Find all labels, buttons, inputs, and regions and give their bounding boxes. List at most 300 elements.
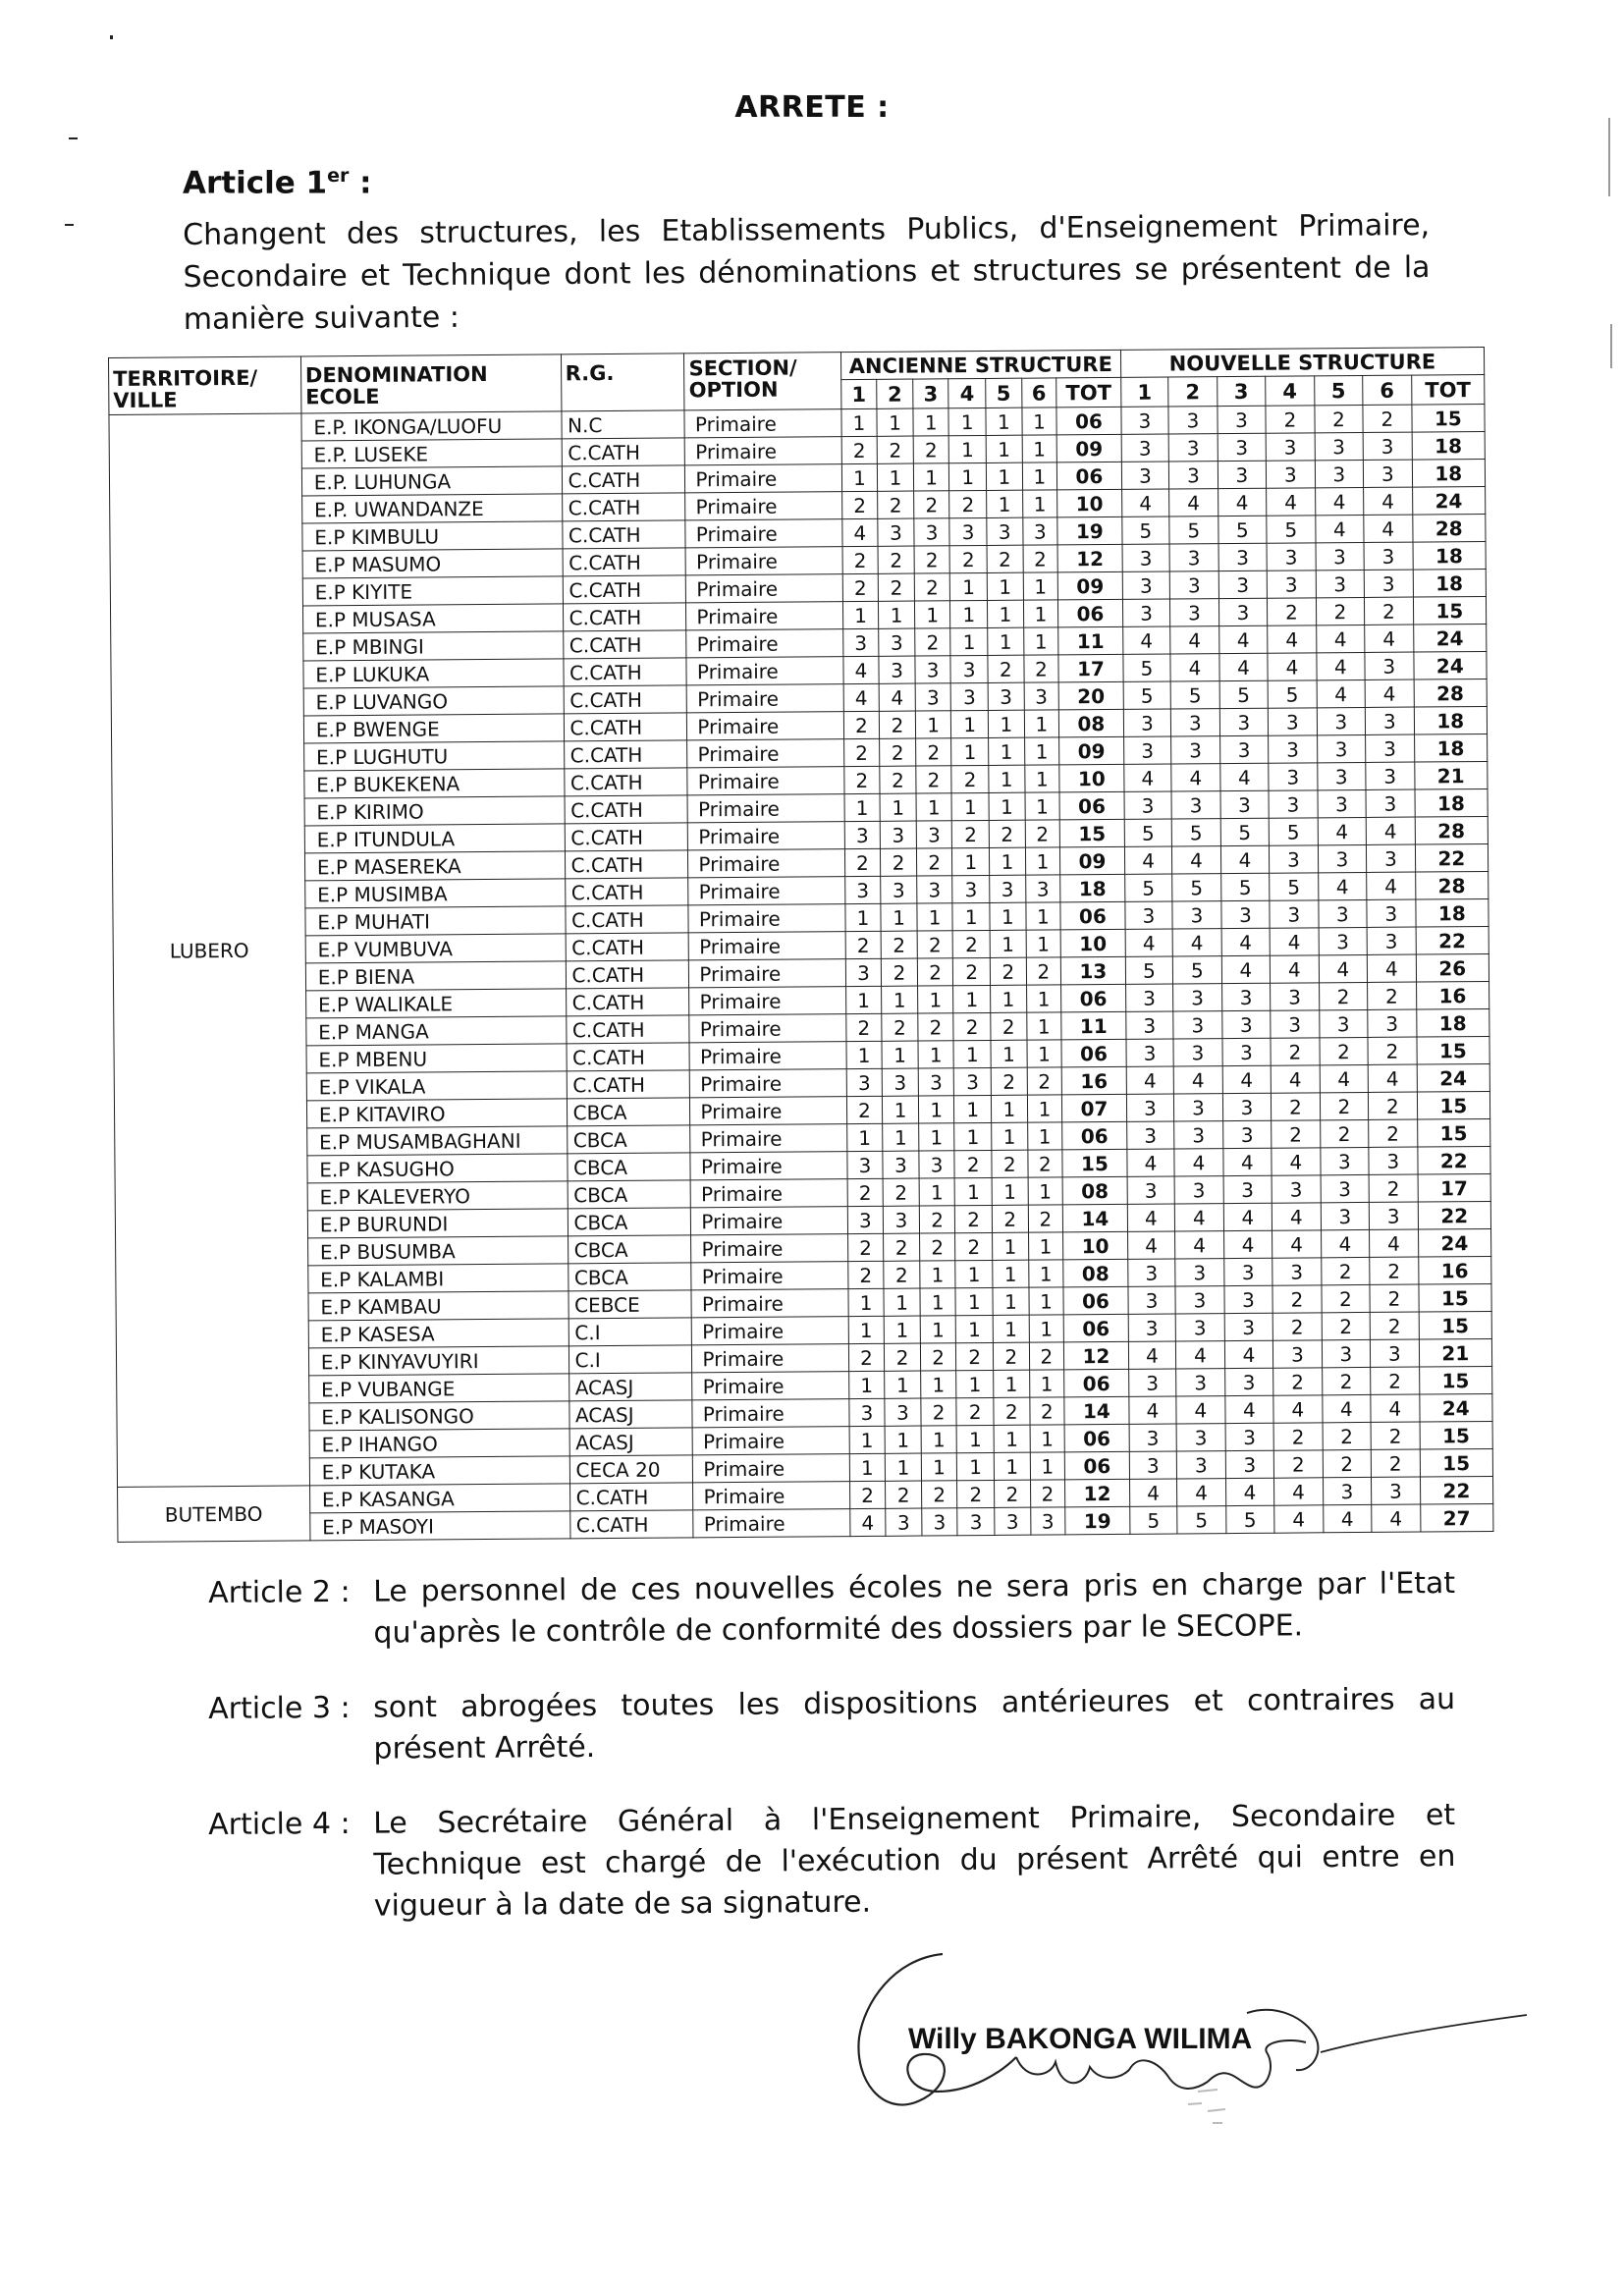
nouvelle-level-3-cell: 5 [1219,680,1269,708]
ancienne-level-2-cell: 3 [878,518,914,546]
ancienne-level-4-cell: 1 [953,985,991,1012]
ancienne-level-1-cell: 4 [841,518,878,546]
nouvelle-level-2-cell: 5 [1169,516,1218,544]
header-territoire: TERRITOIRE/ VILLE [109,356,301,415]
section-cell: Primaire [687,739,843,768]
nouvelle-level-5-cell: 4 [1323,1504,1372,1532]
ancienne-total-cell: 14 [1062,1204,1127,1232]
ancienne-level-5-cell: 1 [993,1315,1029,1342]
ancienne-level-2-cell: 2 [882,1013,918,1041]
ancienne-level-2-cell: 1 [885,1371,921,1398]
denomination-cell: E.P BURUNDI [307,1209,568,1238]
nouvelle-level-4-cell: 4 [1274,1505,1324,1533]
ancienne-level-2-cell: 2 [878,573,914,601]
denomination-cell: E.P BWENGE [303,714,564,743]
nouvelle-level-2-cell: 5 [1177,1506,1226,1534]
section-cell: Primaire [693,1482,849,1510]
nouvelle-level-3-cell: 3 [1224,1368,1273,1395]
nouvelle-level-1-cell: 3 [1128,1314,1176,1341]
ancienne-level-6-cell: 1 [1029,1287,1064,1315]
section-cell: Primaire [689,959,845,988]
ancienne-total-cell: 12 [1064,1341,1129,1370]
ancienne-level-6-cell: 1 [1029,1370,1064,1397]
denomination-cell: E.P KIYITE [302,576,563,606]
nouvelle-level-2-cell: 4 [1171,764,1220,791]
nouvelle-level-1-cell: 3 [1121,434,1169,462]
nouvelle-level-1-cell: 3 [1125,901,1173,929]
nouvelle-level-4-cell: 3 [1271,983,1320,1010]
rg-cell: CECA 20 [569,1455,693,1484]
ancienne-level-2-cell: 2 [882,958,918,986]
nouvelle-level-5-cell: 3 [1316,542,1365,570]
ancienne-level-1-cell: 1 [841,408,878,436]
nouvelle-level-4-cell: 2 [1271,1038,1320,1065]
nouvelle-level-5-cell: 3 [1316,570,1365,597]
nouvelle-level-1-cell: 3 [1129,1424,1177,1451]
nouvelle-level-1-cell: 4 [1126,1066,1174,1094]
rg-cell: C.CATH [563,658,686,686]
nouvelle-level-1-cell: 3 [1127,1176,1175,1204]
ancienne-level-4-cell: 3 [950,655,988,682]
denomination-cell: E.P VIKALA [306,1071,567,1101]
rg-cell: C.CATH [567,1043,690,1071]
nouvelle-level-6-cell: 3 [1368,1009,1417,1037]
ancienne-level-6-cell: 3 [1022,517,1057,545]
ancienne-level-6-cell: 1 [1022,490,1057,517]
ancienne-level-3-cell: 1 [921,1426,957,1453]
nouvelle-level-5-cell: 4 [1315,487,1364,515]
denomination-cell: E.P LUGHUTU [303,741,564,771]
ancienne-level-1-cell: 2 [847,1178,884,1206]
ancienne-level-3-cell: 2 [918,1013,954,1041]
ancienne-level-2-cell: 3 [883,1151,919,1178]
ancienne-level-1-cell: 2 [843,738,880,766]
ancienne-level-3-cell: 1 [918,1096,954,1123]
denomination-cell: E.P KALISONGO [309,1401,569,1431]
nouvelle-level-1-cell: 3 [1122,544,1170,571]
ancienne-level-1-cell: 3 [842,628,879,656]
ancienne-level-6-cell: 3 [1024,682,1059,710]
rg-cell: N.C [561,410,684,439]
ancienne-level-6-cell: 2 [1030,1480,1065,1507]
rg-cell: C.CATH [565,850,688,879]
ancienne-level-6-cell: 2 [1029,1397,1064,1425]
ancienne-level-6-cell: 1 [1023,627,1058,655]
ancienne-level-6-cell: 1 [1025,902,1060,930]
ancienne-total-cell: 06 [1064,1369,1129,1397]
ancienne-level-3-cell: 2 [915,738,951,766]
section-cell: Primaire [692,1399,848,1428]
nouvelle-level-5-cell: 3 [1315,460,1364,487]
section-cell: Primaire [687,712,843,740]
section-cell: Primaire [688,822,844,850]
rg-cell: C.CATH [569,1510,693,1539]
ancienne-level-1-cell: 1 [849,1453,886,1481]
ancienne-level-1-cell: 2 [848,1343,885,1371]
ancienne-level-2-cell: 2 [881,848,917,876]
denomination-cell: E.P MUSIMBA [305,879,566,908]
nouvelle-level-2-cell: 3 [1168,434,1218,462]
nouvelle-level-4-cell: 2 [1268,598,1317,625]
denomination-cell: E.P KASUGHO [307,1154,568,1183]
ancienne-level-6-cell: 1 [1030,1452,1065,1480]
section-cell: Primaire [687,684,843,713]
ancienne-level-3-cell: 1 [914,601,950,628]
structure-table [108,347,1493,1543]
nouvelle-level-1-cell: 4 [1127,1204,1175,1231]
nouvelle-level-3-cell: 4 [1219,763,1269,790]
nouvelle-level-2-cell: 3 [1175,1259,1224,1286]
ancienne-level-6-cell: 2 [1027,1150,1062,1177]
ancienne-level-5-cell: 3 [987,517,1023,545]
ancienne-level-5-cell: 2 [994,1397,1030,1425]
ancienne-total-cell: 07 [1062,1094,1127,1122]
nouvelle-level-2-cell: 5 [1170,681,1219,709]
rg-cell: C.CATH [569,1483,693,1511]
ancienne-level-6-cell: 2 [1025,820,1060,847]
ancienne-total-cell: 12 [1065,1479,1130,1507]
ancienne-total-cell: 06 [1056,407,1121,435]
section-cell: Primaire [684,409,840,438]
nouvelle-level-5-cell: 2 [1320,1037,1369,1064]
nouvelle-level-6-cell: 2 [1363,405,1412,432]
nouvelle-level-6-cell: 4 [1364,487,1413,515]
ancienne-level-3-cell: 3 [916,821,952,848]
nouvelle-total-cell: 16 [1418,1256,1491,1284]
nouvelle-level-6-cell: 4 [1367,872,1416,899]
nouvelle-level-6-cell: 4 [1364,515,1413,542]
ancienne-level-3-cell: 2 [919,1206,955,1233]
ancienne-total-cell: 12 [1057,544,1122,572]
ancienne-level-3-cell: 3 [915,656,951,683]
ancienne-level-4-cell: 2 [957,1480,995,1507]
nouvelle-level-4-cell: 4 [1273,1395,1323,1423]
ancienne-level-2-cell: 1 [880,793,916,821]
nouvelle-total-cell: 22 [1417,1146,1490,1174]
rg-cell: C.CATH [566,988,689,1016]
nouvelle-level-2-cell: 4 [1172,929,1221,956]
ancienne-level-4-cell: 1 [948,408,986,435]
nouvelle-total-cell: 22 [1415,843,1489,872]
ancienne-level-4-cell: 1 [955,1260,993,1287]
nouvelle-total-cell: 15 [1417,1118,1490,1147]
header-rg: R.G. [561,353,684,411]
ancienne-level-5-cell: 3 [988,682,1024,710]
nouvelle-level-2-cell: 4 [1173,1066,1222,1094]
ancienne-level-4-cell: 1 [951,737,989,765]
nouvelle-level-2-cell: 3 [1174,1121,1223,1149]
nouvelle-level-5-cell: 4 [1315,515,1364,542]
denomination-cell: E.P IHANGO [309,1429,569,1458]
ancienne-total-cell: 16 [1061,1066,1126,1095]
ancienne-level-6-cell: 1 [1028,1177,1063,1205]
scan-speck [69,137,78,139]
ancienne-level-5-cell: 1 [988,600,1024,627]
nouvelle-level-5-cell: 2 [1322,1367,1371,1394]
denomination-cell: E.P KIMBULU [302,521,563,551]
nouvelle-level-5-cell: 3 [1317,762,1366,789]
rg-cell: CBCA [567,1098,690,1126]
ancienne-level-5-cell: 1 [986,435,1022,462]
nouvelle-level-1-cell: 3 [1125,984,1173,1011]
ancienne-total-cell: 06 [1063,1314,1128,1342]
ancienne-total-cell: 19 [1065,1506,1130,1535]
nouvelle-total-cell: 28 [1415,871,1489,899]
denomination-cell: E.P BUSUMBA [307,1236,568,1266]
denomination-cell: E.P KAMBAU [308,1291,568,1321]
nouvelle-level-5-cell: 2 [1322,1312,1371,1339]
nouvelle-level-6-cell: 2 [1369,1092,1418,1119]
ancienne-level-5-cell: 1 [987,490,1023,517]
ancienne-level-6-cell: 2 [1024,655,1059,682]
nouvelle-level-4-cell: 2 [1266,406,1315,433]
ancienne-level-3-cell: 2 [913,491,949,518]
article-2-text: Le personnel de ces nouvelles écoles ne sera pris en charge par l'Etat qu'après le contrôle de conformité des dossiers par le SECOPE. [373,1566,1456,1651]
ancienne-level-3-cell: 2 [914,573,950,601]
nouvelle-level-2-cell: 3 [1172,901,1221,929]
ancienne-level-1-cell: 3 [848,1398,885,1426]
ancienne-level-5-cell: 2 [988,655,1024,682]
ancienne-level-4-cell: 2 [951,765,989,792]
nouvelle-total-cell: 22 [1418,1201,1491,1229]
ancienne-level-1-cell: 3 [845,958,882,986]
ancienne-level-1-cell: 3 [847,1206,884,1233]
ancienne-level-1-cell: 2 [843,711,880,738]
ancienne-total-cell: 09 [1060,846,1125,875]
ancienne-level-3-cell: 3 [915,683,951,711]
ancienne-total-cell: 06 [1059,791,1124,820]
ancienne-level-1-cell: 2 [841,436,878,463]
ancienne-total-cell: 06 [1058,599,1123,627]
ancienne-level-4-cell: 2 [956,1397,994,1425]
ancienne-level-2-cell: 2 [877,436,913,463]
ancienne-level-4-cell: 1 [951,710,989,737]
ancienne-level-5-cell: 2 [987,545,1023,572]
ancienne-level-3-cell: 1 [918,1123,954,1151]
nouvelle-level-6-cell: 3 [1369,1202,1418,1229]
nouvelle-level-3-cell: 3 [1222,1093,1272,1120]
nouvelle-level-4-cell: 3 [1269,763,1318,790]
ancienne-level-4-cell: 2 [949,490,987,517]
nouvelle-level-3-cell: 3 [1219,735,1269,763]
ancienne-level-4-cell: 3 [951,682,989,710]
nouvelle-total-cell: 15 [1417,1091,1490,1119]
nouvelle-level-4-cell: 2 [1273,1450,1323,1478]
rg-cell: C.CATH [562,493,685,521]
nouvelle-level-1-cell: 4 [1129,1479,1177,1506]
nouvelle-level-4-cell: 3 [1268,708,1317,735]
nouvelle-total-cell: 24 [1419,1393,1492,1422]
nouvelle-level-1-cell: 3 [1127,1259,1175,1286]
rg-cell: ACASJ [568,1373,692,1401]
rg-cell: C.I [568,1345,692,1374]
header-ancienne-col-6: 6 [1021,378,1056,408]
ancienne-total-cell: 18 [1060,874,1125,902]
nouvelle-level-1-cell: 5 [1124,819,1172,846]
denomination-cell: E.P VUMBUVA [305,934,566,963]
ancienne-level-3-cell: 2 [920,1343,956,1371]
section-cell: Primaire [690,1069,846,1098]
nouvelle-level-5-cell: 4 [1316,625,1365,652]
ancienne-level-1-cell: 3 [844,821,881,848]
nouvelle-level-5-cell: 3 [1321,1202,1370,1229]
ancienne-level-1-cell: 2 [847,1233,884,1261]
scan-speck [1610,324,1612,368]
ancienne-level-3-cell: 2 [916,766,952,793]
nouvelle-level-2-cell: 3 [1175,1314,1224,1341]
header-nouvelle-col-2: 2 [1168,377,1218,407]
ancienne-level-5-cell: 1 [989,847,1025,875]
ancienne-level-5-cell: 1 [987,572,1023,600]
ancienne-level-4-cell: 1 [957,1452,995,1480]
ancienne-level-4-cell: 1 [949,435,987,462]
signatory-name: Willy BAKONGA WILIMA [908,2023,1253,2055]
section-cell: Primaire [685,437,841,465]
nouvelle-level-6-cell: 2 [1369,1174,1418,1202]
rg-cell: C.I [568,1318,692,1346]
ancienne-level-6-cell: 1 [1027,1095,1062,1122]
ancienne-level-4-cell: 3 [957,1507,995,1535]
rg-cell: CBCA [567,1125,690,1154]
rg-cell: C.CATH [562,520,685,549]
ancienne-level-5-cell: 1 [986,462,1022,490]
nouvelle-level-2-cell: 3 [1173,1011,1222,1039]
ancienne-level-5-cell: 1 [994,1370,1030,1397]
ancienne-level-3-cell: 1 [920,1288,956,1316]
rg-cell: ACASJ [569,1428,693,1456]
nouvelle-total-cell: 18 [1413,569,1487,597]
ancienne-level-1-cell: 4 [843,683,880,711]
nouvelle-level-2-cell: 4 [1172,846,1221,874]
denomination-cell: E.P KIRIMO [304,796,565,826]
ancienne-level-5-cell: 1 [991,1040,1027,1067]
ancienne-level-2-cell: 2 [883,1178,919,1206]
ancienne-level-3-cell: 3 [918,1068,954,1096]
nouvelle-level-2-cell: 3 [1174,1094,1223,1121]
nouvelle-level-4-cell: 4 [1268,625,1317,653]
nouvelle-level-1-cell: 4 [1127,1149,1175,1176]
ancienne-level-2-cell: 1 [881,903,917,931]
ancienne-level-1-cell: 1 [844,793,881,821]
ancienne-level-1-cell: 2 [842,546,879,573]
rg-cell: C.CATH [565,878,688,906]
section-cell: Primaire [693,1509,849,1538]
section-cell: Primaire [687,794,843,823]
ancienne-level-6-cell: 1 [1022,408,1057,435]
nouvelle-level-6-cell: 2 [1370,1312,1419,1339]
nouvelle-level-4-cell: 2 [1272,1313,1322,1340]
ancienne-level-5-cell: 1 [994,1452,1030,1480]
ancienne-level-2-cell: 2 [878,491,914,518]
article-4-text: Le Secrétaire Général à l'Enseignement Primaire, Secondaire et Technique est chargé de l'exécution du présent Arrêté qui entre en vigueur à la date de sa signature. [373,1798,1456,1924]
nouvelle-level-3-cell: 4 [1223,1203,1272,1230]
ancienne-level-2-cell: 1 [882,1041,918,1068]
ancienne-level-4-cell: 1 [956,1315,994,1342]
section-cell: Primaire [691,1262,847,1290]
header-ancienne-structure: ANCIENNE STRUCTURE [840,350,1120,379]
nouvelle-level-6-cell: 2 [1371,1367,1420,1394]
denomination-cell: E.P KASANGA [309,1484,569,1513]
nouvelle-level-3-cell: 4 [1224,1395,1273,1423]
nouvelle-level-3-cell: 4 [1218,625,1268,653]
ancienne-level-6-cell: 1 [1024,710,1059,737]
nouvelle-level-5-cell: 2 [1319,982,1368,1009]
ancienne-level-5-cell: 1 [994,1425,1030,1452]
nouvelle-level-6-cell: 2 [1370,1257,1419,1284]
rg-cell: CBCA [568,1263,691,1291]
nouvelle-level-6-cell: 3 [1366,762,1415,789]
nouvelle-level-1-cell: 3 [1122,599,1170,626]
rg-cell: C.CATH [566,933,689,961]
ancienne-level-2-cell: 1 [886,1453,922,1481]
nouvelle-level-2-cell: 4 [1174,1204,1223,1231]
denomination-cell: E.P KALEVERYO [307,1181,568,1211]
section-cell: Primaire [690,1097,846,1125]
ancienne-level-6-cell: 1 [1025,847,1060,875]
rg-cell: C.CATH [563,630,686,659]
header-nouvelle-col-tot: TOT [1411,374,1485,405]
nouvelle-total-cell: 24 [1418,1228,1491,1257]
nouvelle-level-3-cell: 3 [1218,598,1268,625]
nouvelle-level-6-cell: 3 [1370,1339,1419,1367]
nouvelle-level-4-cell: 4 [1270,928,1319,955]
nouvelle-level-6-cell: 2 [1371,1449,1420,1477]
ancienne-total-cell: 17 [1058,654,1123,682]
ancienne-level-4-cell: 2 [956,1342,994,1370]
nouvelle-total-cell: 15 [1420,1421,1493,1449]
nouvelle-level-2-cell: 4 [1170,654,1219,681]
ancienne-level-6-cell: 1 [1030,1425,1065,1452]
ancienne-level-3-cell: 2 [917,958,953,986]
nouvelle-total-cell: 26 [1416,953,1489,982]
section-cell: Primaire [688,849,844,878]
nouvelle-level-5-cell: 2 [1321,1257,1370,1284]
header-denomination: DENOMINATION ECOLE [300,354,561,413]
header-nouvelle-col-1: 1 [1120,377,1168,407]
ancienne-level-2-cell: 2 [885,1343,921,1371]
nouvelle-level-2-cell: 3 [1173,984,1222,1011]
ancienne-level-2-cell: 2 [884,1233,920,1261]
ancienne-level-6-cell: 1 [1027,1122,1062,1150]
ancienne-level-4-cell: 1 [952,847,990,875]
nouvelle-level-4-cell: 3 [1273,1340,1323,1368]
ancienne-level-5-cell: 2 [991,1067,1027,1095]
ancienne-level-4-cell: 1 [954,1122,992,1150]
ancienne-level-5-cell: 1 [988,710,1024,737]
ancienne-level-3-cell: 2 [921,1481,957,1508]
denomination-cell: E.P VUBANGE [308,1374,568,1403]
ancienne-level-5-cell: 1 [989,792,1025,820]
ancienne-level-2-cell: 2 [878,546,914,573]
ancienne-level-3-cell: 1 [921,1453,957,1481]
ancienne-level-3-cell: 1 [917,986,953,1013]
nouvelle-total-cell: 22 [1416,926,1489,954]
nouvelle-level-1-cell: 4 [1122,626,1170,654]
nouvelle-total-cell: 28 [1412,514,1486,542]
ancienne-level-6-cell: 1 [1026,1012,1061,1040]
nouvelle-level-3-cell: 3 [1218,571,1268,598]
section-cell: Primaire [685,492,841,520]
ancienne-level-5-cell: 1 [992,1122,1028,1150]
ancienne-level-4-cell: 1 [954,1095,992,1122]
ancienne-total-cell: 06 [1061,984,1126,1012]
ancienne-level-1-cell: 1 [846,1123,883,1151]
nouvelle-level-3-cell: 5 [1220,818,1270,845]
header-nouvelle-structure: NOUVELLE STRUCTURE [1120,347,1484,377]
nouvelle-level-3-cell: 4 [1223,1148,1272,1175]
ancienne-level-5-cell: 3 [995,1507,1031,1535]
nouvelle-level-5-cell: 3 [1320,1147,1369,1174]
